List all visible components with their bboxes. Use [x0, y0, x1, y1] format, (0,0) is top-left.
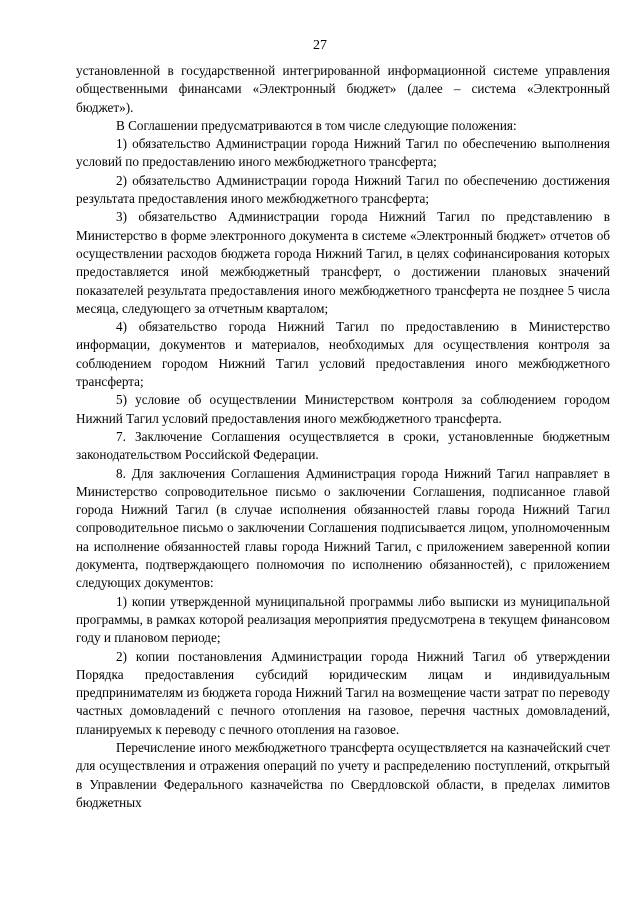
paragraph-agreement-provisions: В Соглашении предусматриваются в том числе следующие положения: — [116, 117, 517, 133]
paragraph-transfer: Перечисление иного межбюджетного трансферта осуществляется на казначейский счет для осуществления и отражения операций по учету и распределению поступлений, открытый в Управлении Федерального казначейства по Свердловской области, в пределах лимитов бюджетных — [76, 739, 610, 810]
paragraph-provision-1: 1) обязательство Администрации города Нижний Тагил по обеспечению выполнения условий по предоставлению иного межбюджетного трансферта; — [76, 136, 610, 170]
document-body — [76, 62, 610, 812]
paragraph-provision-2: 2) обязательство Администрации города Нижний Тагил по обеспечению достижения результата предоставления иного межбюджетного трансферта; — [76, 172, 610, 207]
paragraph-provision-3: 3) обязательство Администрации города Нижний Тагил по представлению в Министерство в форме электронного документа в системе «Электронный бюджет» отчетов об осуществлении расходов бюджета города Нижний Тагил, в целях софинансирования которых предоставляется иной межбюджетный трансферт, о достижении плановых значений показателей результата предоставления иного межбюджетного трансферта не позднее 5 числа месяца, следующего за отчетным кварталом; — [76, 209, 610, 316]
paragraph-provision-4: 4) обязательство города Нижний Тагил по предоставлению в Министерство информации, документов и материалов, необходимых для осуществления контроля за соблюдением городом Нижний Тагил условий предоставления иного межбюджетного трансферта; — [76, 319, 610, 390]
paragraph-provision-5: 5) условие об осуществлении Министерством контроля за соблюдением городом Нижний Тагил условий предоставления иного межбюджетного трансферта. — [76, 392, 610, 426]
paragraph-attachment-1: 1) копии утвержденной муниципальной программы либо выписки из муниципальной программы, в рамках которой реализация мероприятия предусмотрена в текущем финансовом году и плановом периоде; — [76, 593, 610, 646]
paragraph-continuation: установленной в государственной интегрированной информационной системе управления общественными финансами «Электронный бюджет» (далее – система «Электронный бюджет»). — [76, 63, 610, 115]
paragraph-clause-7: 7. Заключение Соглашения осуществляется в сроки, установленные бюджетным законодательством Российской Федерации. — [76, 428, 610, 463]
paragraph-attachment-2: 2) копии постановления Администрации города Нижний Тагил об утверждении Порядка предоставления субсидий юридическим лицам и индивидуальным предпринимателям из бюджета города Нижний Тагил на возмещение части затрат по переводу частных домовладений с печного отопления на газовое, перечня частных домовладений, планируемых к переводу с печного отопления на газовое. — [76, 648, 610, 737]
page-number: 27 — [313, 38, 327, 53]
paragraph-clause-8: 8. Для заключения Соглашения Администрация города Нижний Тагил направляет в Министерство сопроводительное письмо о заключении Соглашения, подписанное главой города Нижний Тагил (в случае исполнения обязанностей главы города Нижний Тагил сопроводительное письмо о заключении Соглашения подписывается лицом, уполномоченным на исполнение обязанностей главы города Нижний Тагил, с приложением заверенной копии документа, подтверждающего полномочия по исполнению обязанностей), с приложением следующих документов: — [76, 465, 610, 591]
